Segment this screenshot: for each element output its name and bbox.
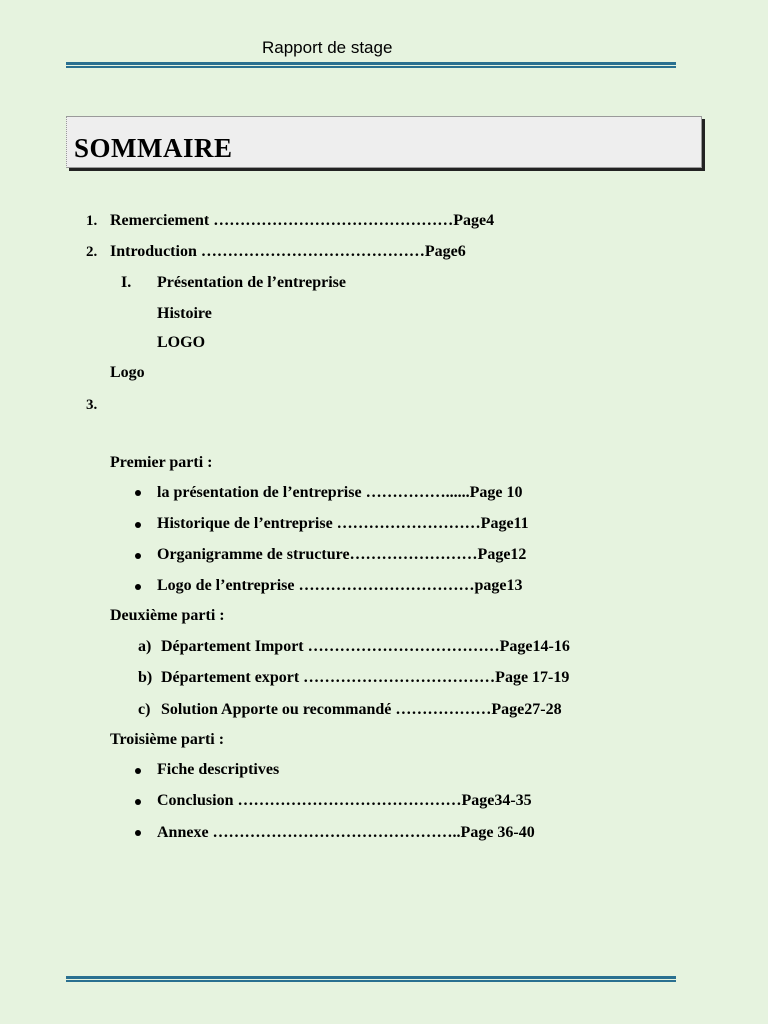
toc-entry-presentation: Présentation de l’entreprise [157, 274, 346, 291]
toc-entry: Conclusion ……………………………………Page34-35 [157, 792, 532, 809]
toc-entry: la présentation de l’entreprise ……………......Page 10 [157, 484, 523, 501]
toc-entry: Département Import ………………………………Page14-16 [161, 638, 570, 655]
bullet-icon [135, 830, 141, 836]
toc-entry-remerciement: Remerciement ………………………………………Page4 [110, 212, 495, 229]
bullet-icon [135, 522, 141, 528]
bullet-icon [135, 553, 141, 559]
toc-number: 2. [86, 244, 98, 260]
roman-numeral: I. [121, 274, 132, 291]
toc-number: 3. [86, 397, 98, 413]
sommaire-title-box [66, 116, 702, 168]
toc-entry-logo: Logo [110, 364, 145, 381]
list-letter: c) [138, 701, 151, 718]
bullet-icon [135, 584, 141, 590]
list-letter: a) [138, 638, 152, 655]
section-heading-troisieme: Troisième parti : [110, 731, 225, 748]
toc-entry-introduction: Introduction ……………………………………Page6 [110, 243, 466, 260]
section-heading-premier: Premier parti : [110, 454, 213, 471]
toc-entry: Département export ………………………………Page 17-19 [161, 669, 570, 686]
page-header-title: Rapport de stage [262, 38, 393, 57]
bullet-icon [135, 768, 141, 774]
header-rule [66, 62, 676, 68]
toc-entry: Organigramme de structure……………………Page12 [157, 546, 527, 563]
toc-entry: Logo de l’entreprise ……………………………page13 [157, 577, 523, 594]
toc-entry-logo-caps: LOGO [157, 334, 206, 351]
toc-entry: Historique de l’entreprise ………………………Page11 [157, 515, 529, 532]
list-letter: b) [138, 669, 153, 686]
toc-entry: Fiche descriptives [157, 761, 280, 778]
bullet-icon [135, 490, 141, 496]
toc-entry: Solution Apporte ou recommandé ………………Page27-28 [161, 701, 562, 718]
sommaire-title: SOMMAIRE [74, 133, 233, 163]
footer-rule [66, 976, 676, 982]
toc-number: 1. [86, 213, 98, 229]
section-heading-deuxieme: Deuxième parti : [110, 607, 225, 624]
toc-entry-histoire: Histoire [157, 305, 212, 322]
bullet-icon [135, 799, 141, 805]
toc-entry: Annexe ………………………………………..Page 36-40 [157, 824, 535, 841]
